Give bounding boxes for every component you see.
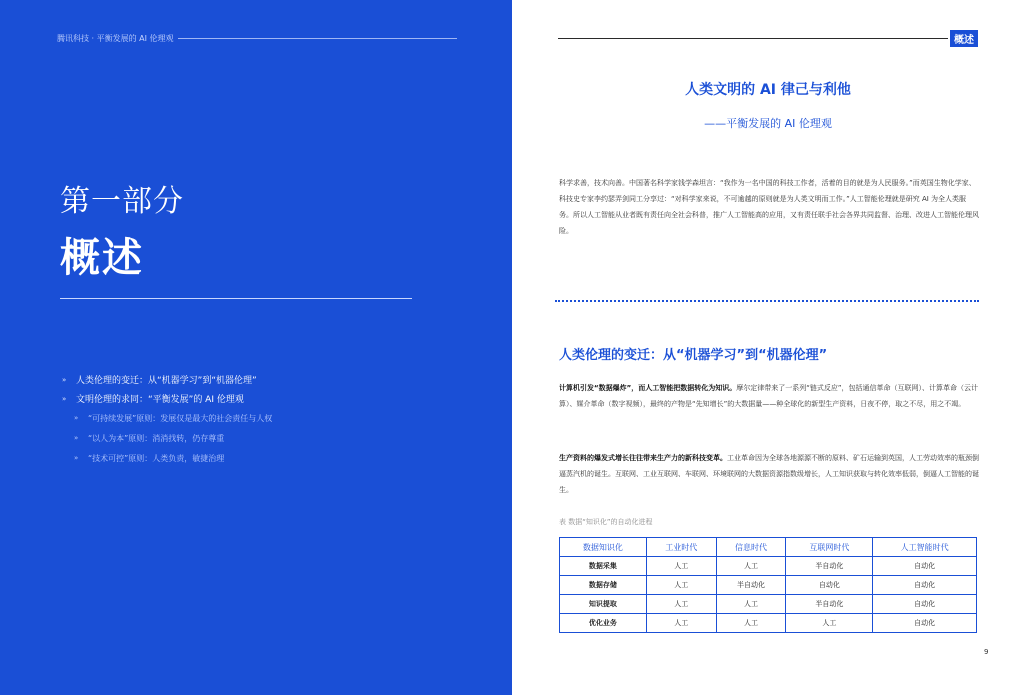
table-cell: 自动化 [786,576,873,595]
paragraph-text: 工业革命因为全球各地源源不断的原料、矿石运输到英国，人工劳动效率的瓶颈倒逼蒸汽机的诞生。互联网、工业互联网、车联网、环境联网的大数据资源指数级增长，人工知识获取与转化效率低弱，倒逼人工智能的诞生。 [559,454,979,494]
bullet-icon: » [74,414,79,422]
toc-subitem-label: “可持续发展”原则：发展仅是最大的社会责任与人权 [88,413,273,423]
row-header: 优化业务 [560,614,647,633]
column-header: 互联网时代 [786,538,873,557]
table-cell: 半自动化 [716,576,786,595]
bullet-icon: » [62,375,67,384]
header-rule [558,38,948,39]
paragraph-lead: 计算机引发“数据爆炸”，而人工智能把数据转化为知识。 [559,384,737,392]
header-rule [178,38,457,39]
table-cell: 人工 [646,576,716,595]
table-cell: 人工 [646,614,716,633]
table-cell: 人工 [716,595,786,614]
column-header: 工业时代 [646,538,716,557]
column-header: 数据知识化 [560,538,647,557]
toc-subitem[interactable] [62,408,272,428]
table-cell: 人工 [716,614,786,633]
table-row [560,614,977,633]
toc-subitem-label: “技术可控”原则：人类负责，敏捷治理 [88,453,225,463]
page-number: 9 [984,648,989,656]
running-header-text: 腾讯科技 · 平衡发展的 AI 伦理观 [57,34,174,43]
table-of-contents [62,370,272,468]
toc-subitem-label: “以人为本”原则：消消找转，仍存尊重 [88,433,225,443]
bullet-icon: » [74,434,79,442]
part-title: 概述 [60,235,144,281]
bullet-icon: » [62,394,67,403]
section-title: 人类伦理的变迁：从“机器学习”到“机器伦理” [559,348,828,363]
toc-subitem[interactable] [62,448,272,468]
row-header: 数据存储 [560,576,647,595]
table-cell: 人工 [646,557,716,576]
table-row [560,557,977,576]
toc-item-label: 文明伦理的求同：“平衡发展”的 AI 伦理观 [76,395,244,405]
table-caption: 表 数据“知识化”的自动化进程 [559,518,653,526]
column-header: 人工智能时代 [873,538,977,557]
table-cell: 半自动化 [786,557,873,576]
table-cell: 自动化 [873,576,977,595]
table-cell: 人工 [716,557,786,576]
row-header: 知识提取 [560,595,647,614]
toc-item[interactable] [62,389,272,408]
bullet-icon: » [74,454,79,462]
paragraph-text: 摩尔定律带来了一系列“链式反应”，包括通信革命（互联网）、计算革命（云计算）、媒介革命（数字视频），最终的产物是“先知增长”的大数据量——种全球化的新型生产资料，日夜不停，取之不尽，用之不竭。 [559,384,978,408]
toc-item[interactable] [62,370,272,389]
table-cell: 自动化 [873,614,977,633]
section-tag: 概述 [950,30,978,47]
paragraph-lead: 生产资料的爆发式增长往往带来生产力的新科技变革。 [559,454,727,462]
left-running-header [57,33,457,44]
table-row [560,576,977,595]
toc-item-label: 人类伦理的变迁：从“机器学习”到“机器伦理” [76,376,257,386]
table-cell: 半自动化 [786,595,873,614]
part-label: 第一部分 [60,184,184,219]
toc-subitem[interactable] [62,428,272,448]
intro-paragraph: 科学求善，技术向善。中国著名科学家钱学森坦言：“我作为一名中国的科技工作者，活着的目的就是为人民服务。”而英国生物化学家、科技史专家李约瑟弄剑同工分享过：“对科学家来说，不可逾越的原则就是为人类文明而工作。”人工智能伦理就是研究 AI 为全人类服务。所以人工智能从业者既有责任向全社会科普，推广人工智能高的应用，又有责任联手社会各界共同监督、治理、改进人工智能伦理风险。 [559,179,979,235]
body-paragraph [559,380,979,412]
table-cell: 人工 [646,595,716,614]
table-cell: 自动化 [873,557,977,576]
row-header: 数据采集 [560,557,647,576]
column-header: 信息时代 [716,538,786,557]
right-running-header [558,30,978,47]
table-header-row [560,538,977,557]
table-cell: 自动化 [873,595,977,614]
right-page [512,0,1024,695]
data-table [559,537,977,633]
body-paragraph [559,450,979,498]
table-row [560,595,977,614]
page-subtitle: ——平衡发展的 AI 伦理观 [704,117,832,130]
title-divider [60,298,412,299]
table-cell: 人工 [786,614,873,633]
page-title: 人类文明的 AI 律己与利他 [685,82,851,98]
dotted-divider [555,300,979,302]
